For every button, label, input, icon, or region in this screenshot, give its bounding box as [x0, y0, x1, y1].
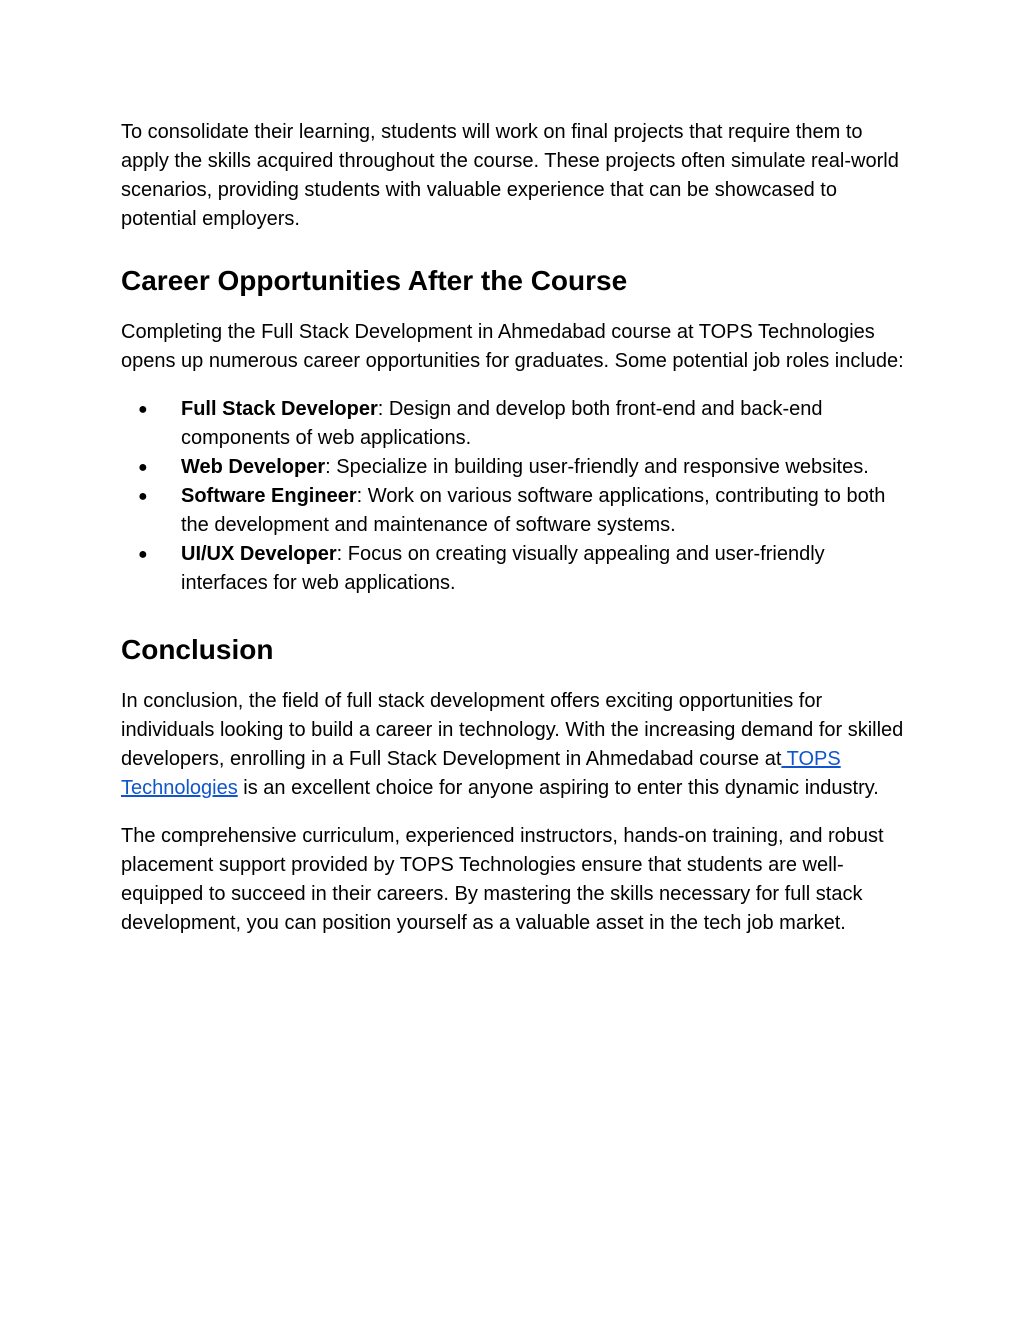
career-paragraph: Completing the Full Stack Development in Ahmedabad course at TOPS Technologies opens up numerous career opportunities for graduates. Some potential job roles include: — [121, 321, 904, 372]
role-description: : Design and develop both front-end and back-end components of web applications. — [181, 398, 823, 449]
conclusion-text-before-link: In conclusion, the field of full stack development offers exciting opportunities for individuals looking to build a career in technology. With the increasing demand for skilled developers, enrolling in a Full Stack Development in Ahmedabad course at — [121, 690, 904, 770]
bullet-icon: ● — [138, 546, 148, 563]
tops-technologies-link[interactable]: TOPS Technologies — [121, 748, 841, 799]
role-description: : Focus on creating visually appealing and user-friendly interfaces for web applications. — [181, 543, 825, 594]
list-item — [121, 482, 911, 540]
conclusion-paragraph-1 — [121, 687, 911, 803]
bullet-icon: ● — [138, 488, 148, 505]
intro-paragraph: To consolidate their learning, students will work on final projects that require them to apply the skills acquired throughout the course. These projects often simulate real-world scenarios, providing students with valuable experience that can be showcased to potential employers. — [121, 121, 899, 230]
bullet-icon: ● — [138, 401, 148, 418]
role-description: : Work on various software applications, contributing to both the development and maintenance of software systems. — [181, 485, 886, 536]
document-page — [121, 118, 911, 938]
job-roles-list — [121, 395, 911, 598]
list-item — [121, 453, 911, 482]
list-item — [121, 540, 911, 598]
role-name: Full Stack Developer — [181, 398, 378, 420]
role-name: Software Engineer — [181, 485, 357, 507]
conclusion-paragraph-2: The comprehensive curriculum, experienced instructors, hands-on training, and robust placement support provided by TOPS Technologies ensure that students are well-equipped to succeed in their careers. By mastering the skills necessary for full stack development, you can position yourself as a valuable asset in the tech job market. — [121, 825, 884, 934]
role-description: : Specialize in building user-friendly and responsive websites. — [325, 456, 869, 478]
list-item — [121, 395, 911, 453]
role-name: UI/UX Developer — [181, 543, 337, 565]
bullet-icon: ● — [138, 459, 148, 476]
conclusion-text-after-link: is an excellent choice for anyone aspiring to enter this dynamic industry. — [237, 777, 879, 799]
role-name: Web Developer — [181, 456, 326, 478]
conclusion-heading: Conclusion — [121, 634, 274, 665]
career-heading: Career Opportunities After the Course — [121, 265, 628, 296]
